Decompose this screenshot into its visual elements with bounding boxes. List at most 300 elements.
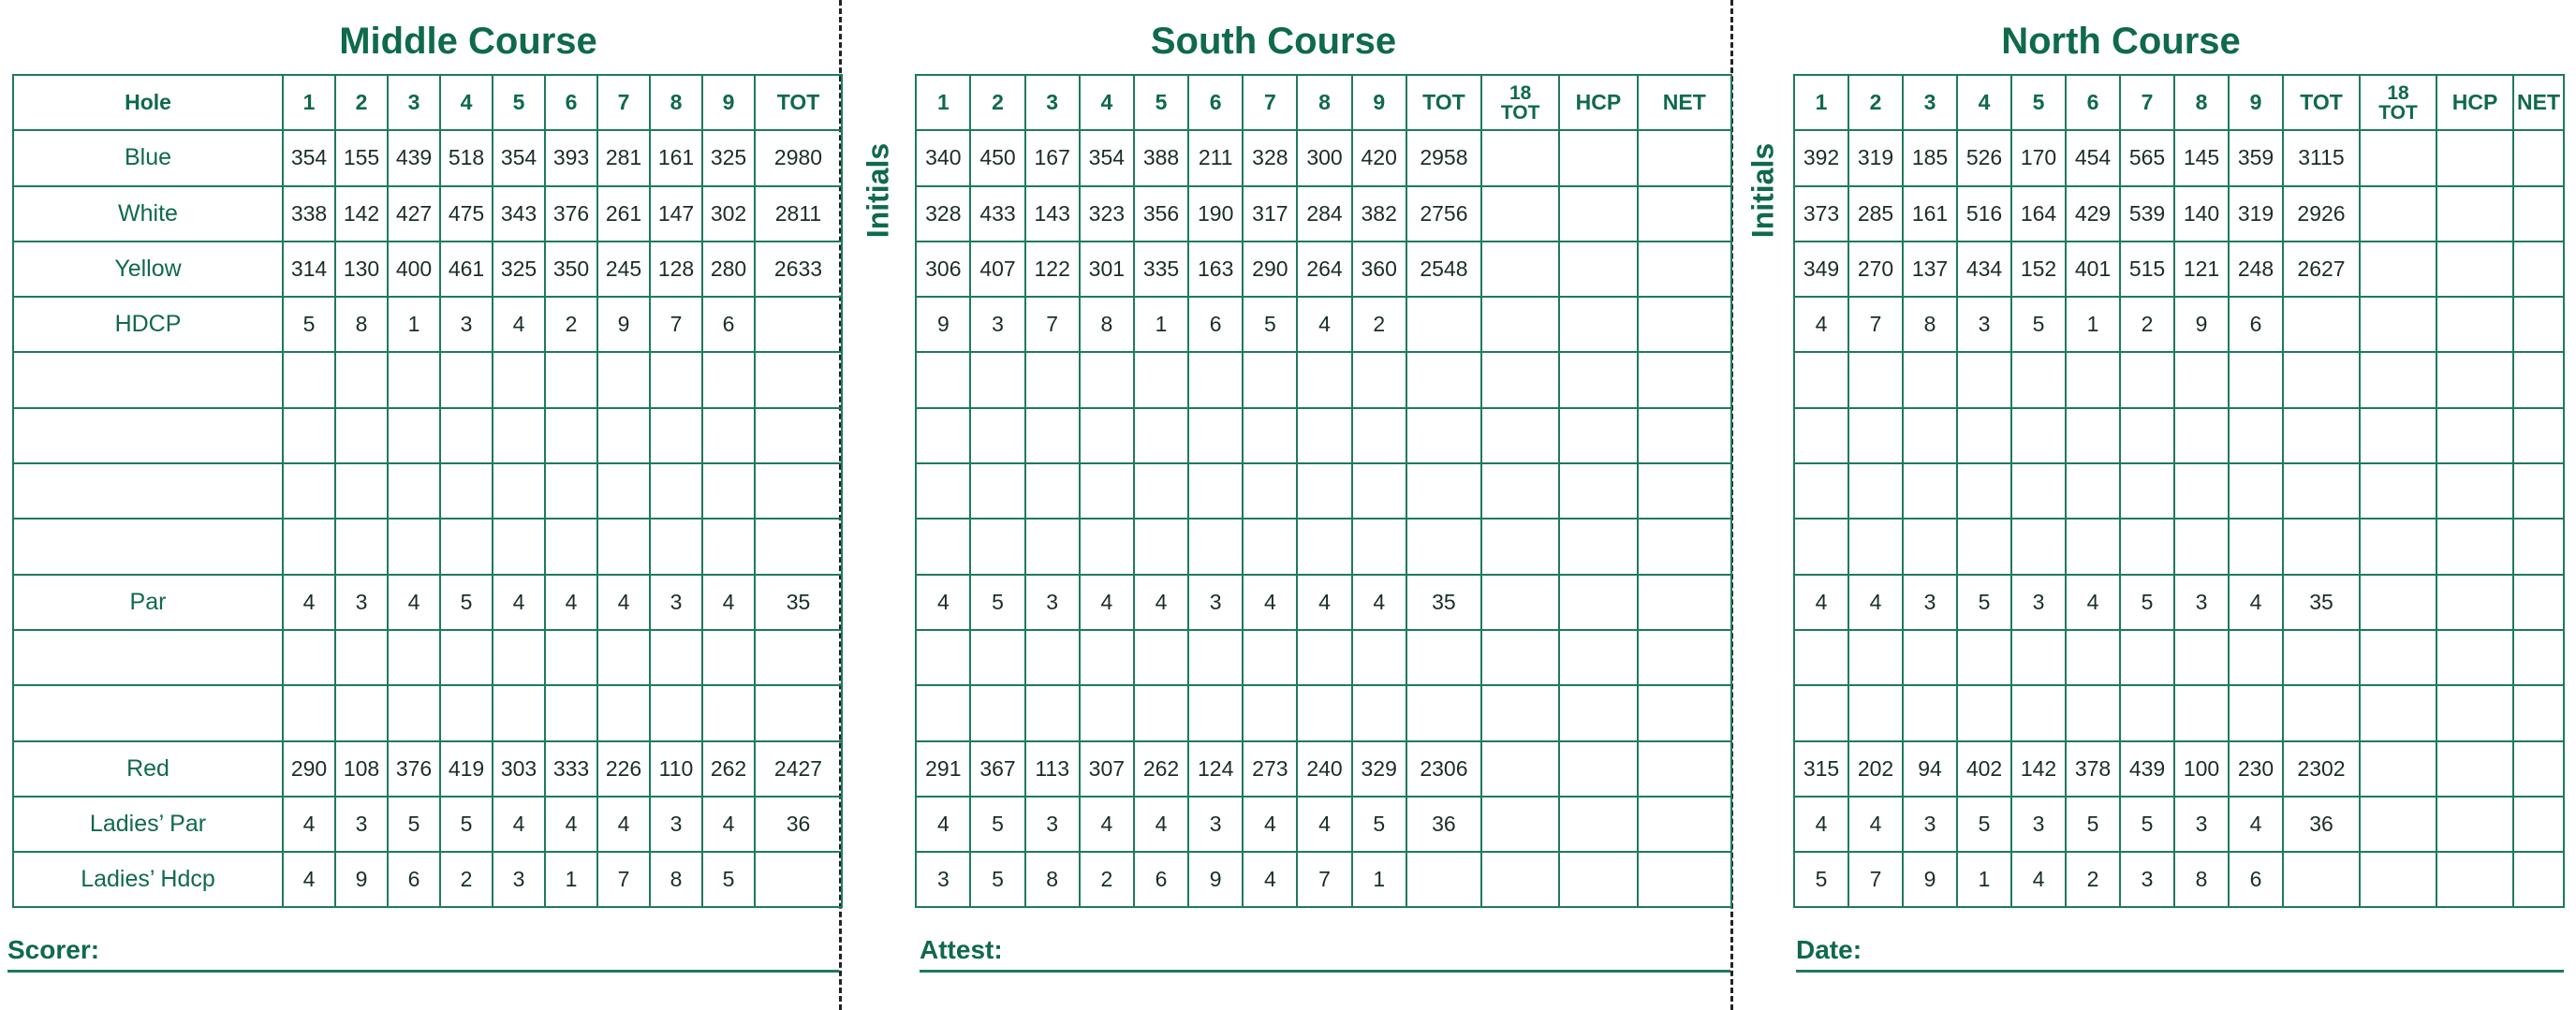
value-cell: 8: [1903, 297, 1957, 352]
score-cell[interactable]: [1406, 685, 1481, 740]
score-cell[interactable]: [1243, 463, 1297, 519]
score-cell[interactable]: [1188, 685, 1243, 740]
score-cell[interactable]: [1188, 463, 1243, 519]
score-cell[interactable]: [545, 519, 597, 574]
score-cell[interactable]: [335, 352, 388, 407]
score-cell[interactable]: [440, 630, 493, 685]
score-cell[interactable]: [1243, 408, 1297, 463]
score-cell[interactable]: [1903, 463, 1957, 519]
score-cell[interactable]: [388, 352, 440, 407]
score-cell[interactable]: [2066, 352, 2120, 407]
score-cell[interactable]: [1134, 685, 1188, 740]
score-cell[interactable]: [702, 463, 755, 519]
score-cell[interactable]: [1481, 352, 1559, 407]
value-cell: 2980: [755, 130, 842, 185]
score-cell[interactable]: [1957, 630, 2011, 685]
score-cell[interactable]: [650, 519, 702, 574]
score-cell[interactable]: [1188, 352, 1243, 407]
score-cell[interactable]: [597, 519, 650, 574]
value-cell: 5: [1794, 852, 1848, 907]
score-cell[interactable]: [440, 463, 493, 519]
score-cell[interactable]: [2120, 352, 2174, 407]
score-cell[interactable]: [970, 408, 1024, 463]
score-cell[interactable]: [1134, 408, 1188, 463]
value-cell: [1481, 852, 1559, 907]
score-cell[interactable]: [2360, 685, 2436, 740]
value-cell: 5: [1957, 575, 2011, 630]
score-entry-row: [1733, 408, 2564, 463]
initials-column[interactable]: [1733, 75, 1794, 907]
score-cell[interactable]: [916, 519, 970, 574]
score-cell[interactable]: [2120, 463, 2174, 519]
score-cell[interactable]: [1297, 408, 1351, 463]
score-cell[interactable]: [1559, 685, 1637, 740]
value-cell: 163: [1188, 242, 1243, 297]
score-cell[interactable]: [2066, 463, 2120, 519]
score-cell[interactable]: [2011, 352, 2066, 407]
score-cell[interactable]: [702, 408, 755, 463]
score-cell[interactable]: [1352, 685, 1406, 740]
score-cell[interactable]: [755, 408, 842, 463]
score-cell[interactable]: [2436, 630, 2513, 685]
value-cell: 4: [597, 797, 650, 852]
score-cell[interactable]: [2283, 685, 2360, 740]
score-cell[interactable]: [2174, 352, 2229, 407]
score-cell[interactable]: [1188, 519, 1243, 574]
value-cell: 36: [2283, 797, 2360, 852]
value-cell: 9: [1188, 852, 1243, 907]
score-cell[interactable]: [335, 519, 388, 574]
score-cell[interactable]: [1297, 519, 1351, 574]
value-cell: [1638, 130, 1731, 185]
score-cell[interactable]: [1080, 519, 1134, 574]
value-cell: 3: [335, 797, 388, 852]
score-cell[interactable]: [335, 408, 388, 463]
score-cell[interactable]: [970, 519, 1024, 574]
ladies-par-row: [841, 797, 1731, 852]
score-cell[interactable]: [1481, 463, 1559, 519]
value-cell: 3: [335, 575, 388, 630]
value-cell: 4: [2011, 852, 2066, 907]
value-cell: 376: [545, 186, 597, 242]
score-cell[interactable]: [1406, 630, 1481, 685]
score-cell[interactable]: [283, 352, 335, 407]
scorer-signature[interactable]: [7, 929, 839, 973]
score-cell[interactable]: [1903, 685, 1957, 740]
score-cell[interactable]: [2120, 408, 2174, 463]
score-cell[interactable]: [1243, 352, 1297, 407]
score-cell[interactable]: [2229, 408, 2283, 463]
score-cell[interactable]: [388, 630, 440, 685]
score-cell[interactable]: [1903, 408, 1957, 463]
score-cell[interactable]: [2011, 463, 2066, 519]
score-cell[interactable]: [650, 463, 702, 519]
score-cell[interactable]: [755, 463, 842, 519]
score-cell[interactable]: [916, 463, 970, 519]
score-cell[interactable]: [755, 519, 842, 574]
score-cell[interactable]: [1025, 408, 1080, 463]
value-cell: 4: [2229, 797, 2283, 852]
value-cell: [2360, 575, 2436, 630]
value-cell: 1: [2066, 297, 2120, 352]
score-cell[interactable]: [970, 463, 1024, 519]
score-cell[interactable]: [2011, 685, 2066, 740]
score-cell[interactable]: [545, 408, 597, 463]
red-row: [13, 741, 842, 797]
score-cell[interactable]: [2174, 630, 2229, 685]
score-cell[interactable]: [1848, 463, 1903, 519]
score-cell[interactable]: [702, 630, 755, 685]
score-cell[interactable]: [1559, 463, 1637, 519]
initials-column[interactable]: [841, 75, 916, 907]
value-cell: 5: [388, 797, 440, 852]
value-cell: 155: [335, 130, 388, 185]
score-cell[interactable]: [440, 408, 493, 463]
score-cell[interactable]: [970, 685, 1024, 740]
score-cell[interactable]: [1352, 463, 1406, 519]
value-cell: 335: [1134, 242, 1188, 297]
score-cell[interactable]: [1025, 352, 1080, 407]
score-cell[interactable]: [2283, 630, 2360, 685]
score-cell[interactable]: [1957, 408, 2011, 463]
score-cell[interactable]: [702, 352, 755, 407]
score-cell[interactable]: [1794, 463, 1848, 519]
score-cell[interactable]: [2436, 519, 2513, 574]
score-cell[interactable]: [335, 463, 388, 519]
score-cell[interactable]: [1243, 685, 1297, 740]
score-cell[interactable]: [1297, 352, 1351, 407]
value-cell: 291: [916, 741, 970, 797]
column-header: 3: [1903, 75, 1957, 130]
score-cell[interactable]: [1352, 630, 1406, 685]
value-cell: 8: [1080, 297, 1134, 352]
score-cell[interactable]: [1848, 352, 1903, 407]
score-cell[interactable]: [970, 352, 1024, 407]
score-cell[interactable]: [1559, 630, 1637, 685]
value-cell: 317: [1243, 186, 1297, 242]
score-cell[interactable]: [916, 408, 970, 463]
score-cell[interactable]: [1638, 352, 1731, 407]
value-cell: 515: [2120, 242, 2174, 297]
score-cell[interactable]: [2283, 519, 2360, 574]
score-cell[interactable]: [335, 685, 388, 740]
score-cell[interactable]: [2513, 630, 2564, 685]
value-cell: 420: [1352, 130, 1406, 185]
score-cell[interactable]: [388, 685, 440, 740]
score-cell[interactable]: [1406, 408, 1481, 463]
score-entry-row: [13, 352, 842, 407]
score-entry-row: [1733, 630, 2564, 685]
score-cell[interactable]: [2011, 408, 2066, 463]
score-cell[interactable]: [1848, 519, 1903, 574]
value-cell: [1559, 852, 1637, 907]
score-cell[interactable]: [2120, 519, 2174, 574]
value-cell: [1481, 741, 1559, 797]
score-cell[interactable]: [1481, 685, 1559, 740]
score-cell[interactable]: [1638, 463, 1731, 519]
score-cell[interactable]: [2229, 352, 2283, 407]
value-cell: [1559, 297, 1637, 352]
value-cell: [2360, 186, 2436, 242]
score-entry-row: [841, 352, 1731, 407]
score-cell[interactable]: [597, 685, 650, 740]
score-cell[interactable]: [2513, 352, 2564, 407]
value-cell: [2513, 186, 2564, 242]
score-cell[interactable]: [1794, 352, 1848, 407]
value-cell: 319: [2229, 186, 2283, 242]
score-cell[interactable]: [1297, 630, 1351, 685]
score-cell[interactable]: [1848, 685, 1903, 740]
value-cell: 392: [1794, 130, 1848, 185]
column-header: 9: [2229, 75, 2283, 130]
score-cell[interactable]: [916, 630, 970, 685]
score-cell[interactable]: [1638, 408, 1731, 463]
score-cell[interactable]: [1903, 519, 1957, 574]
score-cell[interactable]: [283, 630, 335, 685]
score-cell[interactable]: [1903, 630, 1957, 685]
score-cell[interactable]: [388, 408, 440, 463]
score-cell[interactable]: [2360, 408, 2436, 463]
score-cell[interactable]: [1406, 519, 1481, 574]
value-cell: 4: [1243, 797, 1297, 852]
value-cell: [2436, 242, 2513, 297]
score-cell[interactable]: [1957, 352, 2011, 407]
value-cell: 161: [1903, 186, 1957, 242]
score-cell[interactable]: [2436, 463, 2513, 519]
value-cell: 314: [283, 242, 335, 297]
value-cell: 110: [650, 741, 702, 797]
score-cell[interactable]: [650, 685, 702, 740]
score-cell[interactable]: [1794, 408, 1848, 463]
score-cell[interactable]: [1188, 630, 1243, 685]
value-cell: 539: [2120, 186, 2174, 242]
score-cell[interactable]: [2513, 463, 2564, 519]
score-cell[interactable]: [1352, 408, 1406, 463]
score-cell[interactable]: [1080, 408, 1134, 463]
score-cell[interactable]: [1794, 630, 1848, 685]
score-cell[interactable]: [1848, 408, 1903, 463]
score-cell[interactable]: [2283, 352, 2360, 407]
score-cell[interactable]: [1559, 519, 1637, 574]
score-cell[interactable]: [1025, 463, 1080, 519]
score-cell[interactable]: [2066, 519, 2120, 574]
score-cell[interactable]: [2120, 685, 2174, 740]
score-cell[interactable]: [1957, 519, 2011, 574]
score-cell[interactable]: [2360, 519, 2436, 574]
score-cell[interactable]: [650, 408, 702, 463]
score-cell[interactable]: [2120, 630, 2174, 685]
score-cell[interactable]: [1406, 463, 1481, 519]
score-cell[interactable]: [916, 352, 970, 407]
score-cell[interactable]: [1134, 519, 1188, 574]
score-cell[interactable]: [1957, 463, 2011, 519]
score-cell[interactable]: [2513, 408, 2564, 463]
score-cell[interactable]: [2011, 630, 2066, 685]
value-cell: 100: [2174, 741, 2229, 797]
value-cell: 3115: [2283, 130, 2360, 185]
value-cell: 434: [1957, 242, 2011, 297]
value-cell: 3: [1903, 575, 1957, 630]
value-cell: 4: [1794, 575, 1848, 630]
value-cell: [1559, 741, 1637, 797]
score-cell[interactable]: [597, 352, 650, 407]
row-label: [13, 519, 283, 574]
score-cell[interactable]: [2436, 685, 2513, 740]
header-row: [13, 75, 842, 130]
score-cell[interactable]: [283, 685, 335, 740]
score-cell[interactable]: [2174, 463, 2229, 519]
score-cell[interactable]: [2066, 408, 2120, 463]
value-cell: 350: [545, 242, 597, 297]
score-cell[interactable]: [283, 463, 335, 519]
value-cell: 323: [1080, 186, 1134, 242]
score-cell[interactable]: [916, 685, 970, 740]
score-cell[interactable]: [597, 630, 650, 685]
score-cell[interactable]: [702, 519, 755, 574]
score-cell[interactable]: [1638, 685, 1731, 740]
score-cell[interactable]: [1080, 630, 1134, 685]
score-entry-row: [1733, 463, 2564, 519]
score-cell[interactable]: [1297, 463, 1351, 519]
score-entry-row: [13, 519, 842, 574]
score-cell[interactable]: [2283, 463, 2360, 519]
score-cell[interactable]: [1243, 630, 1297, 685]
date-signature[interactable]: [1796, 929, 2564, 973]
score-cell[interactable]: [1957, 685, 2011, 740]
score-cell[interactable]: [2360, 463, 2436, 519]
score-cell[interactable]: [1794, 519, 1848, 574]
value-cell: 8: [2174, 852, 2229, 907]
score-cell[interactable]: [545, 463, 597, 519]
score-cell[interactable]: [970, 630, 1024, 685]
score-cell[interactable]: [2174, 408, 2229, 463]
score-cell[interactable]: [440, 685, 493, 740]
score-entry-row: [1733, 685, 2564, 740]
attest-signature[interactable]: [920, 929, 1730, 973]
score-cell[interactable]: [1297, 685, 1351, 740]
value-cell: 167: [1025, 130, 1080, 185]
score-cell[interactable]: [1903, 352, 1957, 407]
score-cell[interactable]: [1243, 519, 1297, 574]
score-cell[interactable]: [755, 352, 842, 407]
score-cell[interactable]: [493, 685, 545, 740]
score-cell[interactable]: [545, 352, 597, 407]
value-cell: 245: [597, 242, 650, 297]
score-cell[interactable]: [1638, 519, 1731, 574]
score-cell[interactable]: [493, 463, 545, 519]
score-cell[interactable]: [1559, 352, 1637, 407]
value-cell: 2548: [1406, 242, 1481, 297]
score-cell[interactable]: [2066, 685, 2120, 740]
score-cell[interactable]: [2229, 685, 2283, 740]
score-cell[interactable]: [1025, 519, 1080, 574]
score-cell[interactable]: [702, 685, 755, 740]
score-cell[interactable]: [493, 408, 545, 463]
score-cell[interactable]: [2513, 519, 2564, 574]
score-cell[interactable]: [1352, 352, 1406, 407]
score-cell[interactable]: [545, 685, 597, 740]
score-cell[interactable]: [1848, 630, 1903, 685]
value-cell: 1: [1352, 852, 1406, 907]
score-cell[interactable]: [1794, 685, 1848, 740]
score-cell[interactable]: [1638, 630, 1731, 685]
score-cell[interactable]: [2436, 408, 2513, 463]
score-cell[interactable]: [1559, 408, 1637, 463]
score-cell[interactable]: [2283, 408, 2360, 463]
score-cell[interactable]: [493, 352, 545, 407]
score-cell[interactable]: [2011, 519, 2066, 574]
score-cell[interactable]: [335, 630, 388, 685]
value-cell: [2513, 575, 2564, 630]
score-cell[interactable]: [2229, 463, 2283, 519]
score-cell[interactable]: [2229, 630, 2283, 685]
value-cell: 8: [1025, 852, 1080, 907]
score-cell[interactable]: [493, 630, 545, 685]
column-header: 3: [1025, 75, 1080, 130]
value-cell: 4: [1297, 297, 1351, 352]
score-cell[interactable]: [1080, 463, 1134, 519]
score-cell[interactable]: [2174, 519, 2229, 574]
score-cell[interactable]: [755, 685, 842, 740]
score-cell[interactable]: [2174, 685, 2229, 740]
value-cell: 3: [970, 297, 1024, 352]
score-cell[interactable]: [1481, 519, 1559, 574]
score-cell[interactable]: [650, 630, 702, 685]
column-header: 1: [916, 75, 970, 130]
score-cell[interactable]: [283, 519, 335, 574]
score-cell[interactable]: [2066, 630, 2120, 685]
score-cell[interactable]: [1406, 352, 1481, 407]
score-cell[interactable]: [1025, 630, 1080, 685]
score-cell[interactable]: [755, 630, 842, 685]
white-row: [841, 186, 1731, 242]
score-cell[interactable]: [2360, 630, 2436, 685]
column-header: 1: [1794, 75, 1848, 130]
score-cell[interactable]: [440, 519, 493, 574]
score-cell[interactable]: [2360, 352, 2436, 407]
value-cell: [2436, 297, 2513, 352]
score-cell[interactable]: [2436, 352, 2513, 407]
score-cell[interactable]: [440, 352, 493, 407]
score-cell[interactable]: [597, 408, 650, 463]
score-cell[interactable]: [2513, 685, 2564, 740]
score-cell[interactable]: [2229, 519, 2283, 574]
score-cell[interactable]: [1481, 630, 1559, 685]
value-cell: 4: [1794, 797, 1848, 852]
score-cell[interactable]: [545, 630, 597, 685]
value-cell: 264: [1297, 242, 1351, 297]
score-cell[interactable]: [597, 463, 650, 519]
score-cell[interactable]: [1080, 352, 1134, 407]
column-header: TOT: [2283, 75, 2360, 130]
score-cell[interactable]: [388, 463, 440, 519]
score-cell[interactable]: [1134, 352, 1188, 407]
ladies-par-row: [1733, 797, 2564, 852]
score-cell[interactable]: [1188, 408, 1243, 463]
column-header: 7: [1243, 75, 1297, 130]
score-cell[interactable]: [1134, 463, 1188, 519]
score-cell[interactable]: [1134, 630, 1188, 685]
score-cell[interactable]: [1025, 685, 1080, 740]
score-cell[interactable]: [493, 519, 545, 574]
score-cell[interactable]: [1080, 685, 1134, 740]
score-cell[interactable]: [1352, 519, 1406, 574]
score-cell[interactable]: [388, 519, 440, 574]
score-cell[interactable]: [650, 352, 702, 407]
score-cell[interactable]: [283, 408, 335, 463]
score-cell[interactable]: [1481, 408, 1559, 463]
value-cell: 5: [440, 575, 493, 630]
